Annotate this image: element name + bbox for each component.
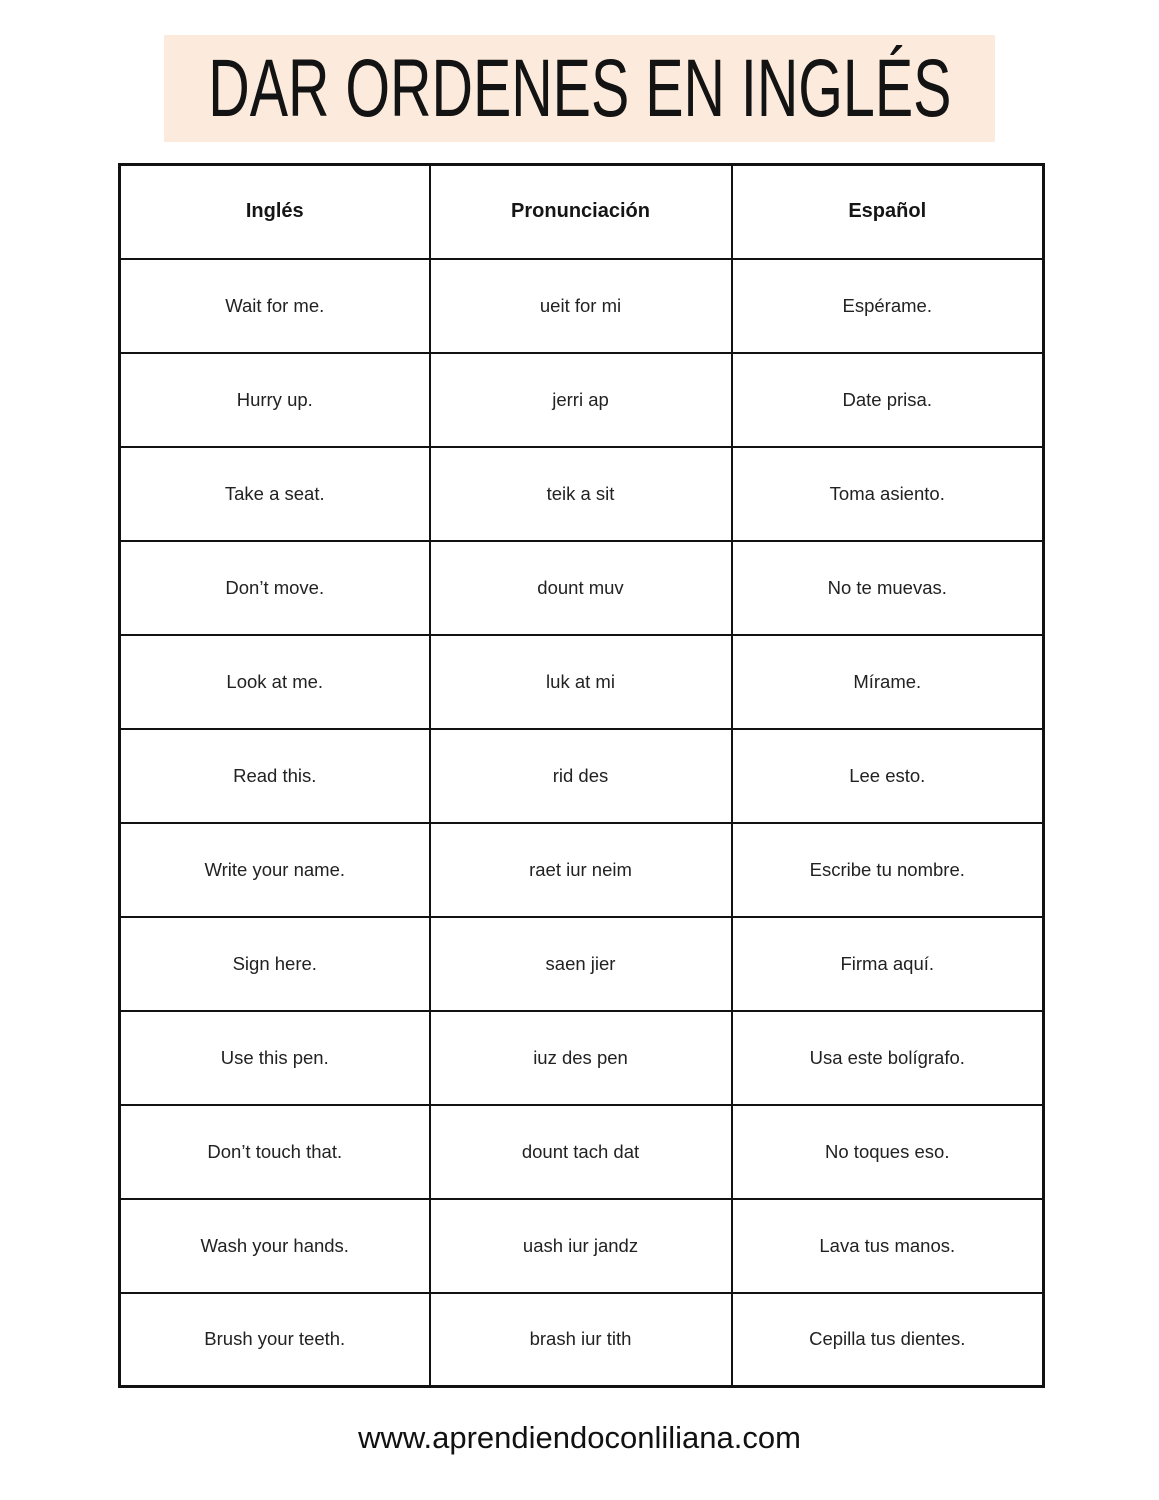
table-row <box>120 1011 1044 1105</box>
table-row <box>120 823 1044 917</box>
table-row <box>120 1199 1044 1293</box>
cell-ingles: Brush your teeth. <box>120 1293 430 1387</box>
page-title: DAR ORDENES EN INGLÉS <box>207 42 952 134</box>
cell-espanol: Mírame. <box>732 635 1044 729</box>
cell-espanol: No toques eso. <box>732 1105 1044 1199</box>
cell-pronunciacion: jerri ap <box>430 353 732 447</box>
cell-espanol: No te muevas. <box>732 541 1044 635</box>
cell-pronunciacion: dount muv <box>430 541 732 635</box>
cell-pronunciacion: uash iur jandz <box>430 1199 732 1293</box>
table-header-row <box>120 165 1044 259</box>
table-row <box>120 635 1044 729</box>
cell-espanol: Lee esto. <box>732 729 1044 823</box>
cell-pronunciacion: dount tach dat <box>430 1105 732 1199</box>
vocabulary-table <box>118 163 1045 1388</box>
table-row <box>120 541 1044 635</box>
cell-pronunciacion: saen jier <box>430 917 732 1011</box>
cell-espanol: Espérame. <box>732 259 1044 353</box>
cell-ingles: Wait for me. <box>120 259 430 353</box>
cell-pronunciacion: rid des <box>430 729 732 823</box>
cell-ingles: Don’t move. <box>120 541 430 635</box>
cell-ingles: Sign here. <box>120 917 430 1011</box>
cell-ingles: Don’t touch that. <box>120 1105 430 1199</box>
cell-ingles: Use this pen. <box>120 1011 430 1105</box>
table-row <box>120 917 1044 1011</box>
cell-espanol: Firma aquí. <box>732 917 1044 1011</box>
table-row <box>120 729 1044 823</box>
cell-pronunciacion: teik a sit <box>430 447 732 541</box>
cell-espanol: Escribe tu nombre. <box>732 823 1044 917</box>
title-banner <box>164 35 995 142</box>
cell-ingles: Look at me. <box>120 635 430 729</box>
table-row <box>120 259 1044 353</box>
cell-pronunciacion: ueit for mi <box>430 259 732 353</box>
cell-pronunciacion: iuz des pen <box>430 1011 732 1105</box>
website-url: www.aprendiendoconliliana.com <box>358 1420 801 1455</box>
cell-espanol: Toma asiento. <box>732 447 1044 541</box>
column-header-pronunciacion: Pronunciación <box>430 165 732 259</box>
cell-espanol: Usa este bolígrafo. <box>732 1011 1044 1105</box>
cell-ingles: Write your name. <box>120 823 430 917</box>
table-row <box>120 447 1044 541</box>
table-row <box>120 353 1044 447</box>
table-row <box>120 1105 1044 1199</box>
cell-ingles: Hurry up. <box>120 353 430 447</box>
cell-espanol: Lava tus manos. <box>732 1199 1044 1293</box>
table-body <box>120 259 1044 1387</box>
cell-ingles: Wash your hands. <box>120 1199 430 1293</box>
cell-ingles: Read this. <box>120 729 430 823</box>
column-header-espanol: Español <box>732 165 1044 259</box>
cell-espanol: Date prisa. <box>732 353 1044 447</box>
cell-ingles: Take a seat. <box>120 447 430 541</box>
cell-pronunciacion: luk at mi <box>430 635 732 729</box>
column-header-ingles: Inglés <box>120 165 430 259</box>
cell-espanol: Cepilla tus dientes. <box>732 1293 1044 1387</box>
cell-pronunciacion: raet iur neim <box>430 823 732 917</box>
cell-pronunciacion: brash iur tith <box>430 1293 732 1387</box>
table-row <box>120 1293 1044 1387</box>
